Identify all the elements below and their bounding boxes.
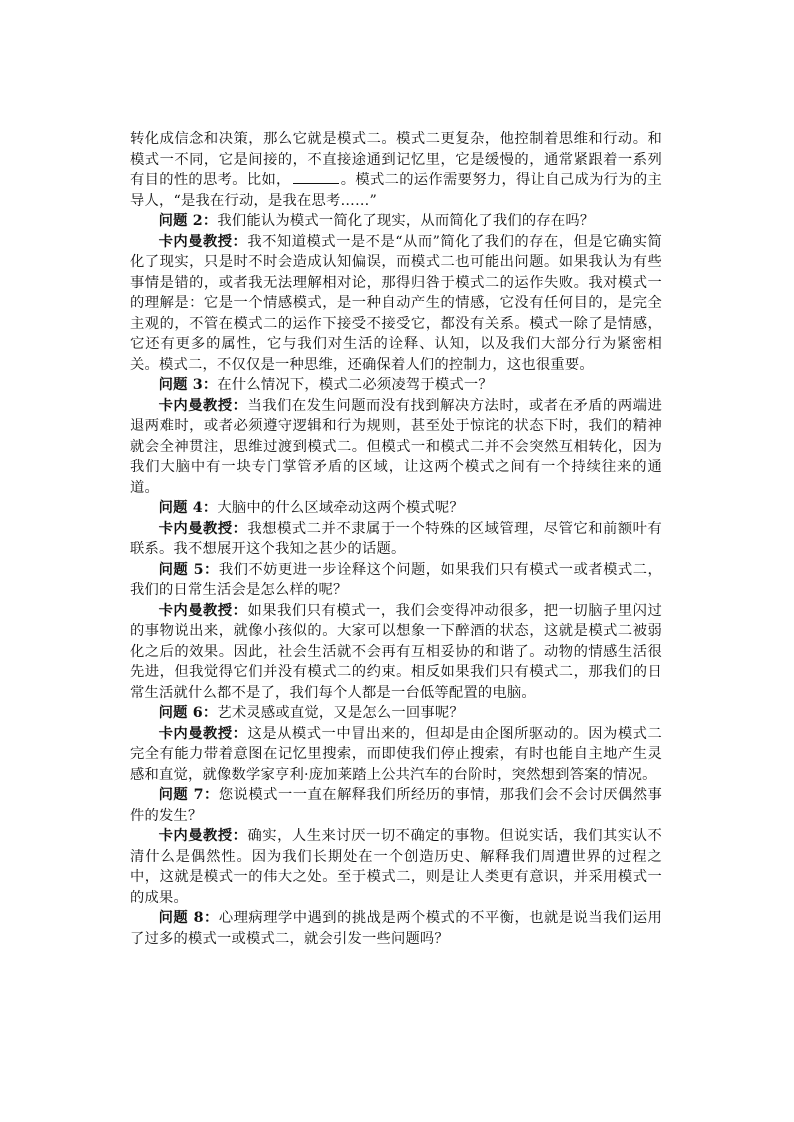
answer-4 bbox=[130, 519, 662, 560]
answer-2 bbox=[130, 232, 662, 376]
answer-text: 确实，人生来讨厌一切不确定的事物。但说实话，我们其实认不清什么是偶然性。因为我们长期处在一个创造历史、解释我们周遭世界的过程之中，这就是模式一的伟大之处。至于模式二，则是让人类更有意识，并采用模式一的成果。 bbox=[130, 828, 662, 906]
answer-label: 卡内曼教授： bbox=[158, 520, 248, 537]
answer-label: 卡内曼教授： bbox=[158, 397, 248, 414]
answer-text: 如果我们只有模式一，我们会变得冲动很多，把一切脑子里闪过的事物说出来，就像小孩似的。大家可以想象一下醉酒的状态，这就是模式二被弱化之后的效果。因此，社会生活就不会再有互相妥协的和谐了。动物的情感生活很先进，但我觉得它们并没有模式二的约束。相反如果我们只有模式二，那我们的日常生活就什么都不是了，我们每个人都是一台低等配置的电脑。 bbox=[130, 602, 662, 701]
answer-text: 当我们在发生问题而没有找到解决方法时，或者在矛盾的两端进退两难时，或者必须遵守逻辑和行为规则，甚至处于惊诧的状态下时，我们的精神就会全神贯注，思维过渡到模式二。但模式一和模式二并不会突然互相转化，因为我们大脑中有一块专门掌管矛盾的区域，让这两个模式之间有一个持续往来的通道。 bbox=[130, 397, 662, 496]
answer-label: 卡内曼教授： bbox=[158, 602, 248, 619]
answer-3 bbox=[130, 396, 662, 499]
answer-text: 我想模式二并不隶属于一个特殊的区域管理，尽管它和前额叶有联系。我不想展开这个我知之甚少的话题。 bbox=[130, 520, 662, 557]
answer-7 bbox=[130, 826, 662, 908]
answer-5 bbox=[130, 601, 662, 704]
answer-label: 卡内曼教授： bbox=[158, 725, 248, 742]
question-3 bbox=[130, 375, 662, 396]
question-label: 问题 6： bbox=[158, 705, 218, 721]
question-text: 大脑中的什么区域牵动这两个模式呢？ bbox=[217, 500, 464, 516]
continuation-text-after-blank: 。模式二的运作需要努力，得让自己成为行为的主导人，“是我在行动，是我在思考……” bbox=[130, 172, 662, 209]
question-2 bbox=[130, 211, 662, 232]
question-7 bbox=[130, 785, 662, 826]
answer-label: 卡内曼教授： bbox=[158, 828, 248, 844]
question-text: 心理病理学中遇到的挑战是两个模式的不平衡，也就是说当我们运用了过多的模式一或模式二，就会引发一些问题吗？ bbox=[130, 910, 662, 947]
question-label: 问题 8： bbox=[158, 910, 219, 926]
answer-6 bbox=[130, 724, 662, 786]
question-6 bbox=[130, 703, 662, 724]
question-label: 问题 2： bbox=[158, 213, 218, 229]
question-8 bbox=[130, 908, 662, 949]
question-label: 问题 7： bbox=[158, 787, 219, 803]
answer-text: 这是从模式一中冒出来的，但却是由企图所驱动的。因为模式二完全有能力带着意图在记忆里搜索，而即使我们停止搜索，有时也能自主地产生灵感和直觉，就像数学家亨利·庞加莱踏上公共汽车的台阶时，突然想到答案的情况。 bbox=[130, 725, 662, 783]
document-page bbox=[130, 129, 662, 949]
question-5 bbox=[130, 560, 662, 601]
question-text: 我们能认为模式一简化了现实，从而简化了我们的存在吗？ bbox=[217, 213, 595, 229]
continuation-text-before-blank: 转化成信念和决策，那么它就是模式二。模式二更复杂，他控制着思维和行动。和模式一不同，它是间接的，不直接途通到记忆里，它是缓慢的，通常紧跟着一系列有目的性的思考。比如， bbox=[130, 131, 662, 188]
continuation-paragraph bbox=[130, 129, 662, 211]
question-text: 您说模式一一直在解释我们所经历的事情，那我们会不会讨厌偶然事件的发生？ bbox=[130, 787, 662, 824]
question-text: 艺术灵感或直觉，又是怎么一回事呢？ bbox=[217, 705, 464, 721]
fill-in-blank bbox=[293, 171, 339, 184]
answer-label: 卡内曼教授： bbox=[158, 233, 248, 250]
question-4 bbox=[130, 498, 662, 519]
question-label: 问题 4： bbox=[158, 500, 218, 516]
question-text: 在什么情况下，模式二必须凌驾于模式一？ bbox=[217, 377, 493, 393]
answer-text: 我不知道模式一是不是“从而”简化了我们的存在，但是它确实简化了现实，只是时不时会造成认知偏误，而模式二也可能出问题。如果我认为有些事情是错的，或者我无法理解相对论，那得归咎于模式二的运作失败。我对模式一的理解是：它是一个情感模式，是一种自动产生的情感，它没有任何目的，是完全主观的，不管在模式二的运作下接受不接受它，都没有关系。模式一除了是情感，它还有更多的属性，它与我们对生活的诠释、认知，以及我们大部分行为紧密相关。模式二，不仅仅是一种思维，还确保着人们的控制力，这也很重要。 bbox=[130, 233, 662, 373]
question-label: 问题 5： bbox=[158, 561, 219, 578]
question-label: 问题 3： bbox=[158, 377, 218, 393]
question-text: 我们不妨更进一步诠释这个问题，如果我们只有模式一或者模式二，我们的日常生活会是怎么样的呢？ bbox=[130, 561, 662, 598]
